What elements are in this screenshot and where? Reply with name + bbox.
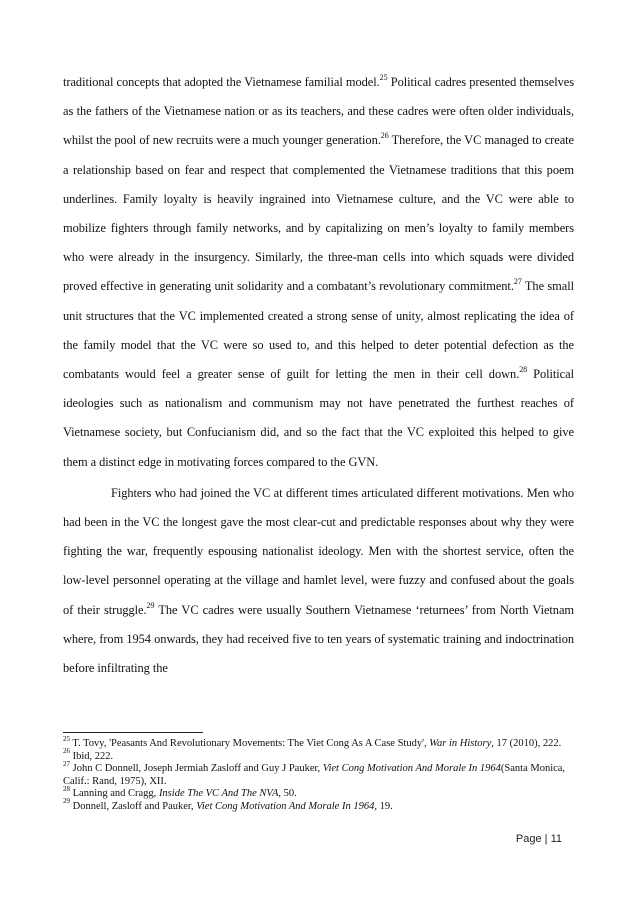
paragraph-text: Political cadres presented themselves as the fathers of the Vietnamese nation or as its teachers, and these cadres were often older individuals, whilst the pool of new recruits were a much younger generation. <box>63 75 574 148</box>
footnote-ref: 29 <box>146 600 155 610</box>
footnote <box>63 759 573 788</box>
footnote-text: , 17 (2010), 222. <box>491 738 562 749</box>
footnote-separator <box>63 732 203 733</box>
footnote-text: Lanning and Cragg, <box>70 788 159 800</box>
footnote-number: 29 <box>63 797 70 806</box>
footnote <box>63 784 573 801</box>
footnote <box>63 734 573 751</box>
footnote-number: 26 <box>63 747 70 756</box>
footnote-ref: 25 <box>379 72 388 82</box>
footnote <box>63 797 573 814</box>
paragraph <box>63 479 574 683</box>
footnote <box>63 747 573 764</box>
footnotes <box>63 734 573 814</box>
footnote-ref: 26 <box>380 131 389 141</box>
paragraph-text: Political ideologies such as nationalism and communism may not have penetrated the furthest reaches of Vietnamese society, but Confucianism did, and so the fact that the VC exploited this helped to give them a distinct edge in motivating forces compared to the GVN. <box>63 367 574 469</box>
footnote-number: 25 <box>63 734 70 743</box>
paragraph-text: traditional concepts that adopted the Vietnamese familial model. <box>63 75 380 89</box>
footnote-italic: Inside The VC And The NVA <box>158 788 279 800</box>
footnote-number: 27 <box>63 759 70 768</box>
footnote-text: , 50. <box>278 788 297 800</box>
footnote-italic: Viet Cong Motivation And Morale In 1964 <box>322 763 501 775</box>
footnote-italic: Viet Cong Motivation And Morale In 1964, <box>196 800 377 812</box>
footnote-text: John C Donnell, Joseph Jermiah Zasloff and Guy J Pauker, <box>70 763 323 775</box>
footnote-number: 28 <box>63 784 70 793</box>
paragraph <box>63 68 574 477</box>
footnote-italic: War in History <box>429 738 492 749</box>
footnote-text: T. Tovy, 'Peasants And Revolutionary Movements: The Viet Cong As A Case Study', <box>70 738 430 749</box>
paragraph-text: Fighters who had joined the VC at different times articulated different motivations. Men who had been in the VC the longest gave the most clear-cut and predictable responses about why they were fighting the war, frequently espousing nationalist ideology. Men with the shortest service, often the low-level personnel operating at the village and hamlet level, were fuzzy and confused about the goals of their struggle. <box>63 485 574 617</box>
footnote-text: (Santa Monica, Calif.: Rand, 1975), XII. <box>63 763 566 787</box>
footnote-text: Donnell, Zasloff and Pauker, <box>70 800 197 812</box>
paragraph-text: The VC cadres were usually Southern Vietnamese ‘returnees’ from North Vietnam where, from 1954 onwards, they had received five to ten years of systematic training and indoctrination before infiltrating the <box>63 602 574 676</box>
paragraph-text: Therefore, the VC managed to create a relationship based on fear and respect that complemented the Vietnamese traditions that this poem underlines. Family loyalty is heavily ingrained into Vietnamese culture, and the VC were able to mobilize fighters through family networks, and by capitalizing on men’s loyalty to family members who were already in the insurgency. Similarly, the three-man cells into which squads were divided proved effective in generating unit solidarity and a combatant’s revolutionary commitment. <box>63 133 574 294</box>
body-text <box>63 68 574 683</box>
page-number: Page | 11 <box>515 833 562 845</box>
footnote-ref: 27 <box>513 277 522 287</box>
paragraph-text: The small unit structures that the VC implemented created a strong sense of unity, almost replicating the idea of the family model that the VC were so used to, and this helped to deter potential defection as the combatants would feel a greater sense of guilt for letting the men in their cell down. <box>63 279 574 382</box>
footnote-text: Ibid, 222. <box>70 750 114 762</box>
footnote-text: 19. <box>376 800 393 812</box>
footnote-ref: 28 <box>519 364 528 374</box>
